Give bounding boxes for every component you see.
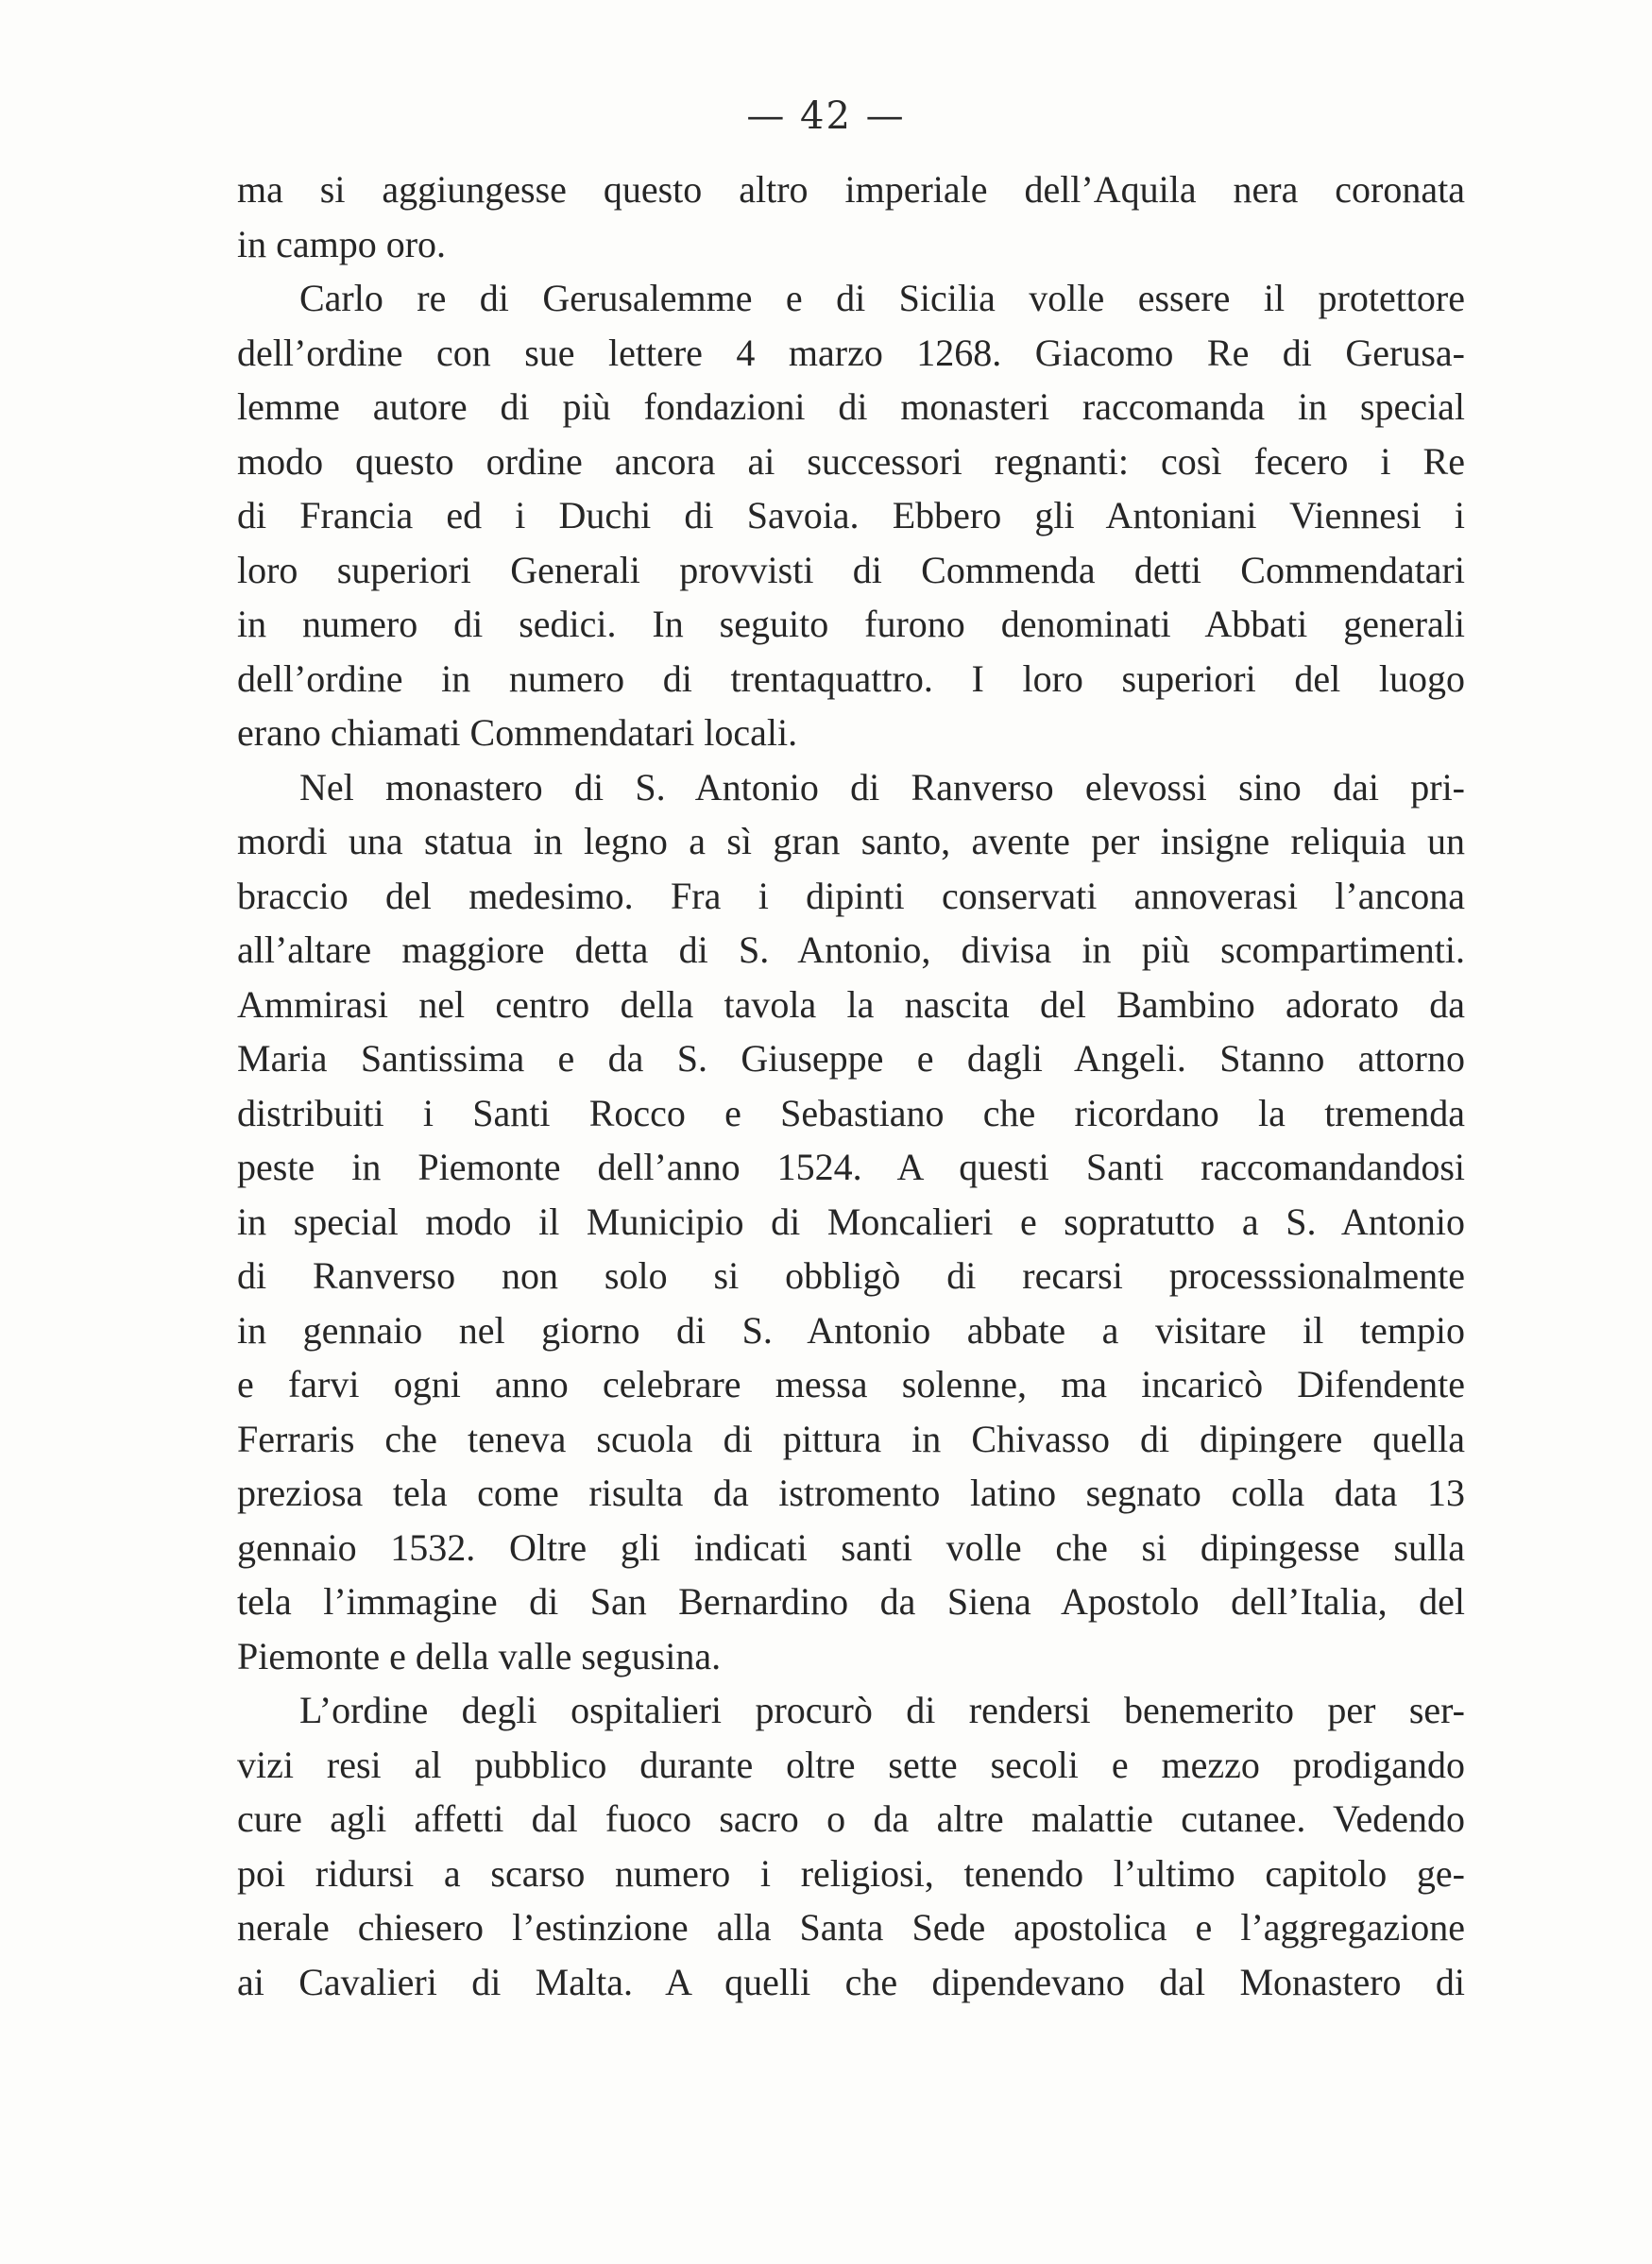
text-line: tela l’immagine di San Bernardino da Siena Apostolo dell’Italia, del: [237, 1580, 1465, 1623]
text-line: Maria Santissima e da S. Giuseppe e dagli Angeli. Stanno attorno: [237, 1037, 1465, 1080]
text-line: lemme autore di più fondazioni di monasteri raccomanda in special: [237, 385, 1465, 428]
text-line: in special modo il Municipio di Moncalieri e sopratutto a S. Antonio: [237, 1200, 1465, 1243]
text-line: Ferraris che teneva scuola di pittura in Chivasso di dipingere quella: [237, 1417, 1465, 1460]
text-line: mordi una statua in legno a sì gran santo, avente per insigne reliquia un: [237, 820, 1465, 862]
text-line: in campo oro.: [237, 222, 447, 265]
text-line: poi ridursi a scarso numero i religiosi, tenendo l’ultimo capitolo ge-: [237, 1851, 1465, 1895]
text-line: Carlo re di Gerusalemme e di Sicilia volle essere il protettore: [299, 277, 1465, 319]
text-line: Piemonte e della valle segusina.: [237, 1634, 722, 1677]
text-line: erano chiamati Commendatari locali.: [237, 711, 798, 754]
text-line: L’ordine degli ospitalieri procurò di rendersi benemerito per ser-: [299, 1689, 1465, 1731]
text-line: cure agli affetti dal fuoco sacro o da altre malattie cutanee. Vedendo: [237, 1797, 1465, 1840]
page-number: — 42 —: [746, 94, 906, 138]
text-line: preziosa tela come risulta da istromento latino segnato colla data 13: [237, 1472, 1465, 1514]
text-line: modo questo ordine ancora ai successori regnanti: così fecero i Re: [237, 439, 1465, 483]
text-line: vizi resi al pubblico durante oltre sette secoli e mezzo prodigando: [237, 1743, 1465, 1786]
body-text: [237, 162, 1465, 2009]
text-line: gennaio 1532. Oltre gli indicati santi volle che si dipingesse sulla: [237, 1525, 1465, 1569]
text-line: braccio del medesimo. Fra i dipinti conservati annoverasi l’ancona: [237, 874, 1465, 917]
text-line: dell’ordine con sue lettere 4 marzo 1268. Giacomo Re di Gerusa-: [237, 331, 1465, 374]
text-line: loro superiori Generali provvisti di Commenda detti Commendatari: [237, 548, 1465, 591]
text-line: di Francia ed i Duchi di Savoia. Ebbero gli Antoniani Viennesi i: [237, 494, 1465, 536]
text-line: ai Cavalieri di Malta. A quelli che dipendevano dal Monastero di: [237, 1960, 1465, 2003]
text-line: nerale chiesero l’estinzione alla Santa Sede apostolica e l’aggregazione: [237, 1906, 1465, 1949]
text-line: Nel monastero di S. Antonio di Ranverso elevossi sino dai pri-: [299, 765, 1465, 809]
text-line: e farvi ogni anno celebrare messa solenne, ma incaricò Difendente: [237, 1363, 1465, 1405]
text-line: dell’ordine in numero di trentaquattro. I loro superiori del luogo: [237, 656, 1465, 700]
text-line: all’altare maggiore detta di S. Antonio, divisa in più scompartimenti.: [237, 928, 1465, 971]
text-line: di Ranverso non solo si obbligò di recarsi processsionalmente: [237, 1254, 1465, 1297]
text-line: in gennaio nel giorno di S. Antonio abbate a visitare il tempio: [237, 1308, 1465, 1352]
text-line: peste in Piemonte dell’anno 1524. A questi Santi raccomandandosi: [237, 1146, 1465, 1188]
text-line: in numero di sedici. In seguito furono denominati Abbati generali: [237, 603, 1465, 645]
text-line: Ammirasi nel centro della tavola la nascita del Bambino adorato da: [237, 982, 1465, 1026]
text-line: distribuiti i Santi Rocco e Sebastiano che ricordano la tremenda: [237, 1091, 1465, 1134]
text-line: ma si aggiungesse questo altro imperiale dell’Aquila nera coronata: [237, 168, 1465, 211]
